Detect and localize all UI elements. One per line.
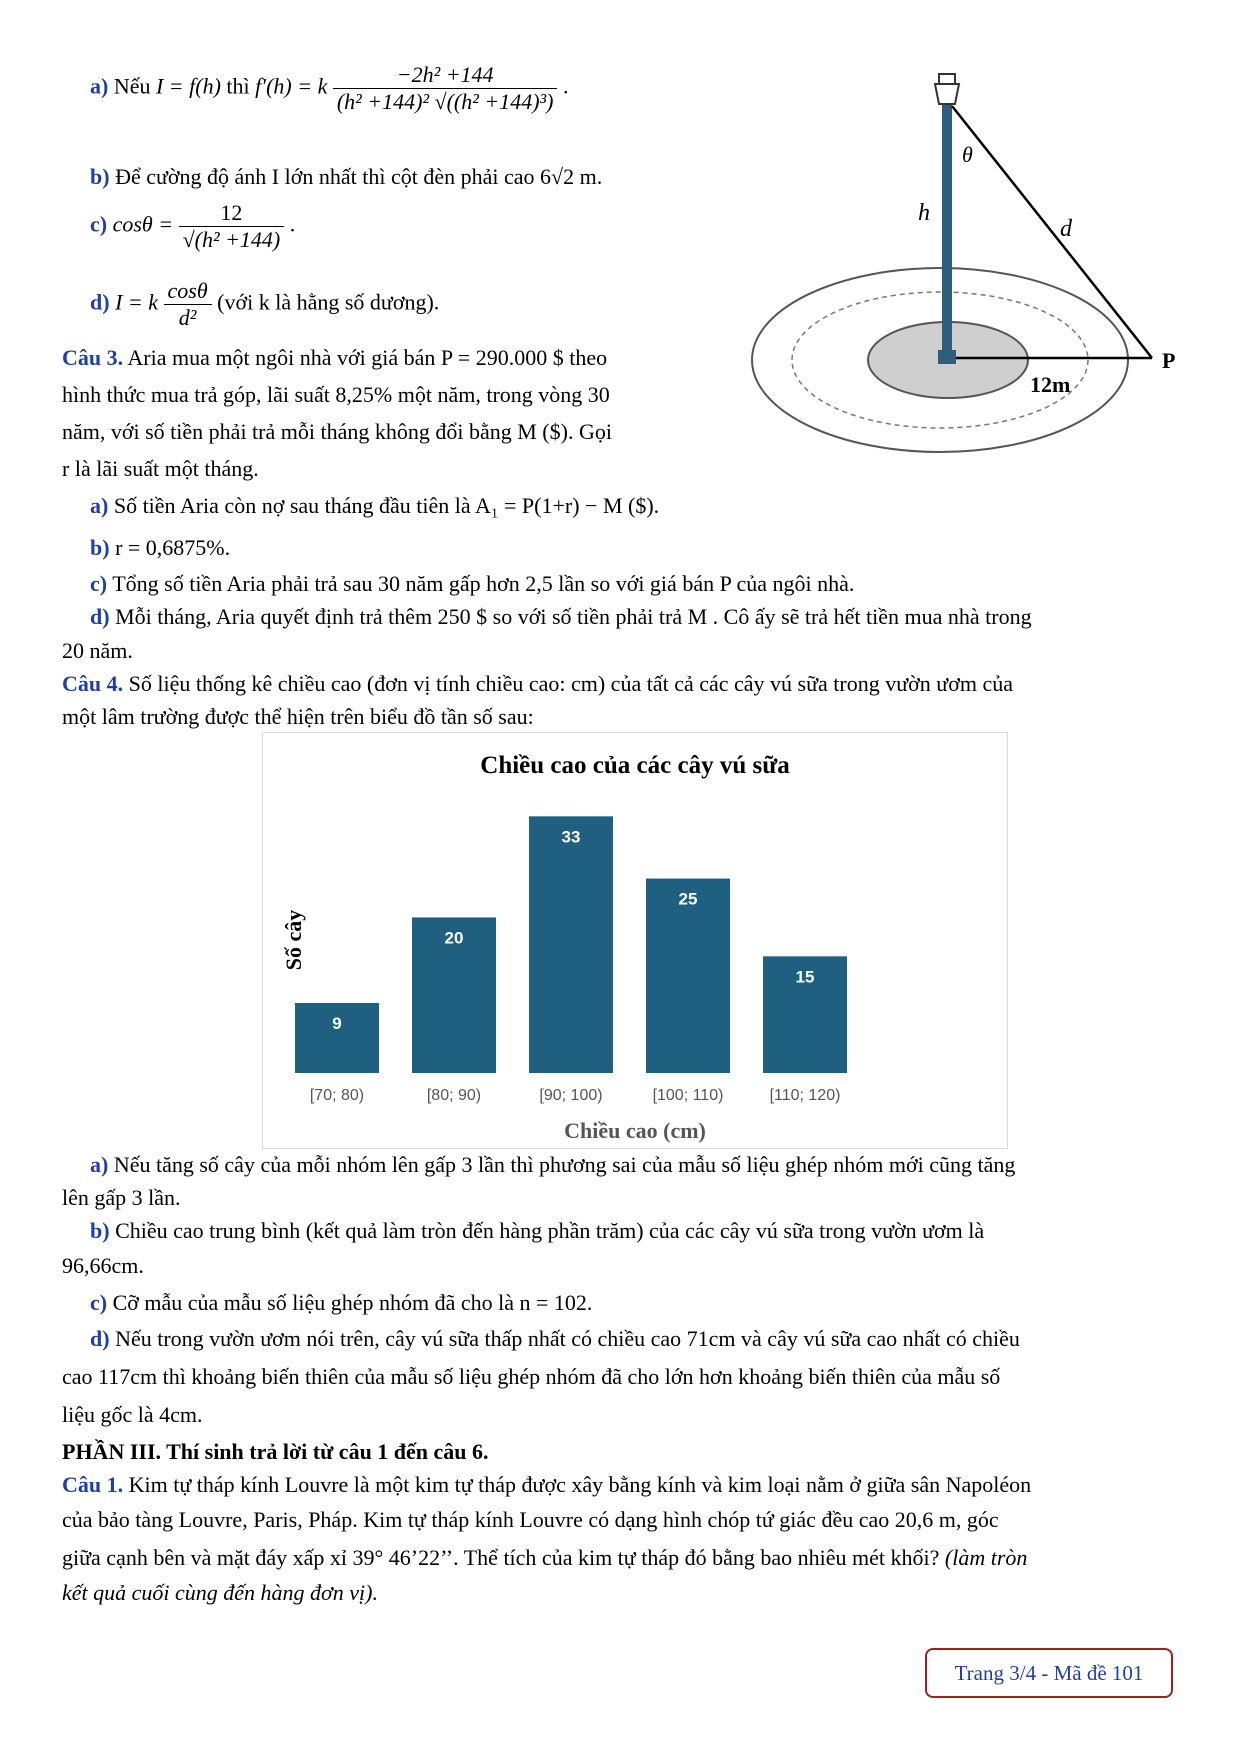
question-label: Câu 3.: [62, 345, 124, 370]
bar-value-label: 9: [332, 1014, 342, 1033]
q2-option-c: [90, 200, 295, 253]
text: (với k là hằng số dương).: [217, 289, 440, 315]
denominator: d²: [178, 305, 197, 330]
q2-option-a: [90, 62, 568, 142]
chart-ylabel: Số cây: [281, 909, 306, 971]
q4-option-a: [90, 1152, 1015, 1178]
numerator: −2h² +144: [333, 62, 558, 89]
text: Nếu trong vườn ươm nói trên, cây vú sữa thấp nhất có chiều cao 71cm và cây vú sữa cao nhất có chiều: [115, 1326, 1020, 1351]
lamp-top: [939, 74, 955, 84]
line-d: [952, 106, 1152, 358]
option-label: b): [90, 535, 110, 560]
question-label: Câu 1.: [62, 1472, 124, 1497]
q3-option-c: [90, 571, 854, 597]
page-footer: Trang 3/4 - Mã đề 101: [925, 1648, 1173, 1698]
math: f′(h) = k: [255, 73, 328, 99]
text: Nếu: [113, 73, 151, 99]
category-tick-label: [110; 120): [769, 1087, 841, 1104]
post-base: [938, 350, 956, 364]
option-label: a): [90, 73, 109, 99]
text: Nếu tăng số cây của mỗi nhóm lên gấp 3 lần thì phương sai của mẫu số liệu ghép nhóm mới cũng tăng: [113, 1152, 1016, 1177]
q4-option-a-cont: lên gấp 3 lần.: [62, 1185, 181, 1210]
part3-q1-line-2: của bảo tàng Louvre, Paris, Pháp. Kim tự tháp kính Louvre có dạng hình chóp tứ giác đều cao 20,6 m, góc: [62, 1507, 999, 1532]
part3-q1-line-4: kết quả cuối cùng đến hàng đơn vị).: [62, 1580, 378, 1605]
q3-line-3: năm, với số tiền phải trả mỗi tháng không đổi bằng M ($). Gọi: [62, 419, 612, 444]
chart-xlabel: Chiều cao (cm): [564, 1118, 706, 1143]
chart-title: Chiều cao của các cây vú sữa: [480, 752, 790, 779]
numerator: cosθ: [164, 278, 212, 305]
theta-label: θ: [962, 142, 973, 167]
option-label: d): [90, 1326, 110, 1351]
bar-chart: [263, 733, 1007, 1148]
text: Số liệu thống kê chiều cao (đơn vị tính chiều cao: cm) của tất cả các cây vú sữa trong vườn ươm của: [128, 671, 1013, 696]
post: [942, 100, 952, 358]
h-label: h: [918, 200, 930, 226]
category-tick-label: [70; 80): [309, 1087, 365, 1104]
math: I = f(h): [155, 73, 221, 99]
option-label: a): [90, 493, 109, 518]
q4-option-d-cont-2: liệu gốc là 4cm.: [62, 1402, 203, 1427]
q3-option-b: [90, 535, 230, 561]
q4-option-d-cont-1: cao 117cm thì khoảng biến thiên của mẫu số liệu ghép nhóm đã cho lớn hơn khoảng biến thiên của mẫu số: [62, 1364, 1001, 1389]
option-label: d): [90, 604, 110, 629]
text: giữa cạnh bên và mặt đáy xấp xỉ 39° 46’22’’. Thể tích của kim tự tháp đó bằng bao nhiêu mét khối?: [62, 1545, 940, 1570]
category-tick-label: [100; 110): [652, 1087, 724, 1104]
q3-option-d: [90, 604, 1032, 630]
question-label: Câu 4.: [62, 671, 124, 696]
part3-heading: PHẦN III. Thí sinh trả lời từ câu 1 đến câu 6.: [62, 1439, 489, 1464]
option-label: c): [90, 211, 108, 237]
q3-option-d-cont: 20 năm.: [62, 638, 133, 663]
q4-option-b: [90, 1218, 984, 1244]
option-label: b): [90, 164, 110, 189]
bar-value-label: 20: [444, 928, 464, 948]
denominator: √(h² +144): [182, 227, 281, 252]
dist-label: 12m: [1030, 372, 1071, 397]
text: .: [289, 211, 296, 237]
bar-value-label: 25: [678, 889, 698, 909]
q3-line-4: r là lãi suất một tháng.: [62, 456, 259, 481]
q4-line-2: một lâm trường được thể hiện trên biểu đồ tần số sau:: [62, 704, 534, 729]
bar: [529, 816, 613, 1073]
option-label: c): [90, 571, 108, 596]
text: Chiều cao trung bình (kết quả làm tròn đến hàng phần trăm) của các cây vú sữa trong vườn ươm là: [115, 1218, 985, 1243]
italic-text: (làm tròn: [944, 1545, 1028, 1570]
lamp-head: [935, 84, 959, 104]
q3-line-1: [62, 345, 607, 371]
bar-value-label: 33: [561, 827, 581, 847]
q3-line-2: hình thức mua trả góp, lãi suất 8,25% một năm, trong vòng 30: [62, 382, 610, 407]
q4-option-d: [90, 1326, 1020, 1352]
math: I = k: [115, 289, 158, 315]
text: Số tiền Aria còn nợ sau tháng đầu tiên là A₁ = P(1+r) − M ($).: [113, 493, 660, 518]
option-label: b): [90, 1218, 110, 1243]
text: thì: [226, 73, 250, 99]
q4-option-b-cont: 96,66cm.: [62, 1253, 144, 1278]
text: Tổng số tiền Aria phải trả sau 30 năm gấp hơn 2,5 lần so với giá bán P của ngôi nhà.: [112, 571, 855, 596]
numerator: 12: [179, 200, 285, 227]
text: Cỡ mẫu của mẫu số liệu ghép nhóm đã cho là n = 102.: [112, 1290, 593, 1315]
option-label: d): [90, 289, 110, 315]
chart-container: [262, 732, 1008, 1149]
text: Aria mua một ngôi nhà với giá bán P = 290.000 $ theo: [127, 345, 608, 370]
fraction: [333, 62, 558, 115]
q4-line-1: [62, 671, 1013, 697]
q3-option-a: [90, 493, 659, 519]
bar-value-label: 15: [795, 967, 815, 987]
part3-q1-line-1: [62, 1472, 1031, 1498]
text: Để cường độ ánh I lớn nhất thì cột đèn phải cao 6√2 m.: [115, 164, 603, 189]
text: Kim tự tháp kính Louvre là một kim tự tháp được xây bằng kính và kim loại nằm ở giữa sân Napoléon: [128, 1472, 1032, 1497]
option-label: a): [90, 1152, 109, 1177]
q2-option-d: [90, 278, 439, 331]
category-tick-label: [90; 100): [539, 1087, 603, 1104]
fraction: [164, 278, 212, 331]
q4-option-c: [90, 1290, 592, 1316]
q2-option-b: [90, 164, 602, 190]
denominator: (h² +144)² √((h² +144)³): [336, 89, 554, 114]
p-label: P: [1162, 348, 1176, 373]
fraction: [179, 200, 285, 253]
option-label: c): [90, 1290, 108, 1315]
text: .: [562, 73, 569, 99]
part3-q1-line-3: [62, 1545, 1027, 1571]
text: Mỗi tháng, Aria quyết định trả thêm 250 $ so với số tiền phải trả M . Cô ấy sẽ trả hết tiền mua nhà trong: [115, 604, 1032, 629]
text: r = 0,6875%.: [115, 535, 231, 560]
d-label: d: [1060, 216, 1072, 242]
category-tick-label: [80; 90): [426, 1087, 482, 1104]
math: cosθ =: [112, 211, 174, 237]
lamp-post-figure: [740, 60, 1180, 480]
